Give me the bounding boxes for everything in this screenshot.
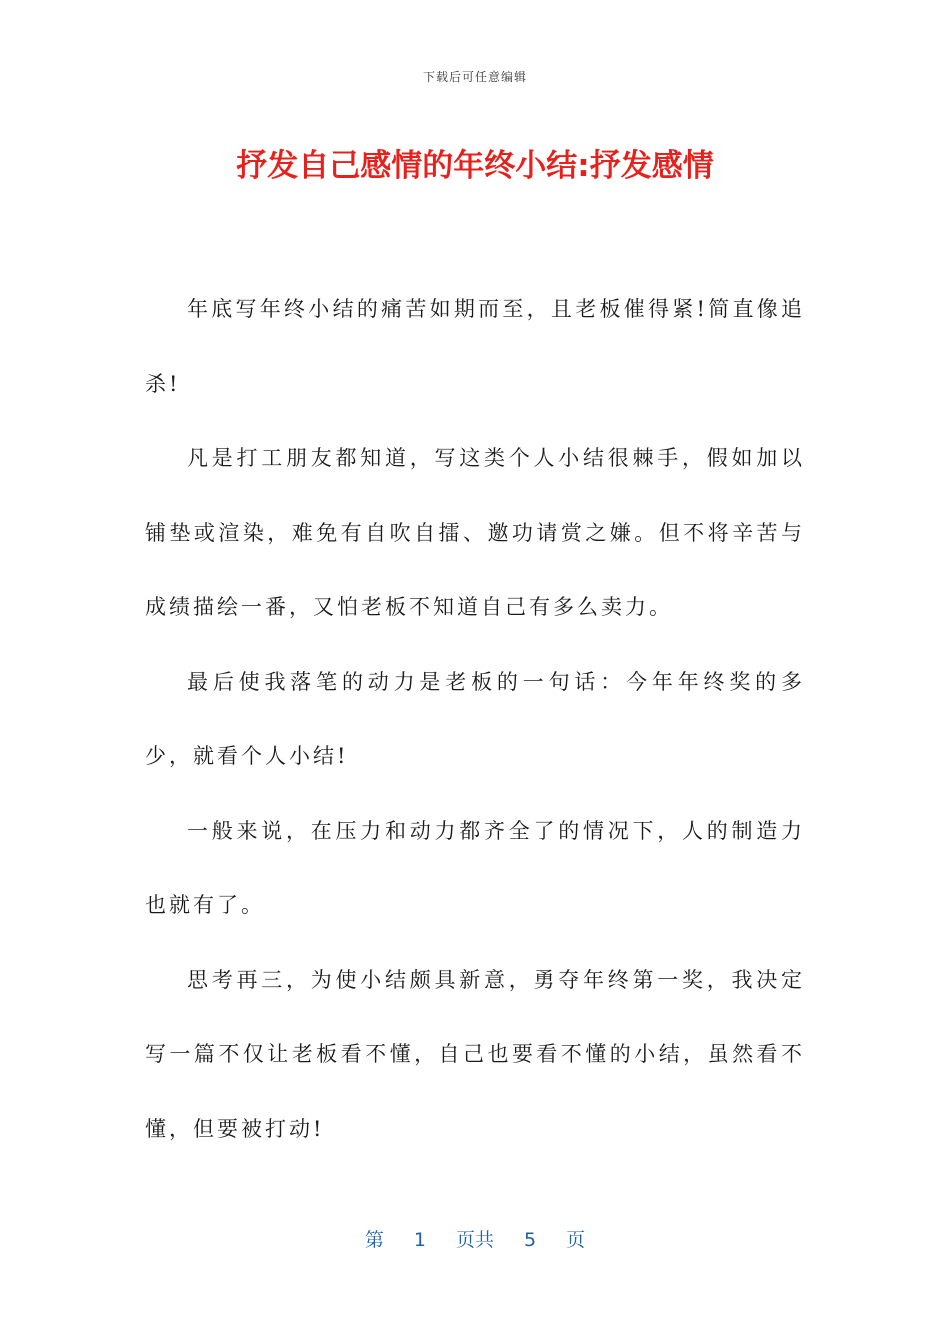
header-note: 下载后可任意编辑 <box>422 70 527 84</box>
document-title: 抒发自己感情的年终小结:抒发感情 <box>236 148 714 184</box>
footer-current-page: 1 <box>413 1229 426 1251</box>
footer-middle: 页共 <box>455 1229 494 1251</box>
footer-total-pages: 5 <box>524 1229 537 1251</box>
page-footer <box>0 1225 950 1252</box>
paragraph-5: 思考再三，为使小结颇具新意，勇夺年终第一奖，我决定写一篇不仅让老板看不懂，自己也要看不懂的小结，虽然看不懂，但要被打动! <box>145 967 805 1141</box>
paragraph-4: 一般来说，在压力和动力都齐全了的情况下，人的制造力也就有了。 <box>145 818 805 917</box>
footer-prefix: 第 <box>364 1229 384 1251</box>
paragraph-3: 最后使我落笔的动力是老板的一句话：今年年终奖的多少，就看个人小结! <box>145 669 805 768</box>
paragraph-1: 年底写年终小结的痛苦如期而至，且老板催得紧!简直像追杀! <box>145 297 805 396</box>
footer-suffix: 页 <box>566 1229 586 1251</box>
document-body <box>145 272 805 1166</box>
paragraph-2: 凡是打工朋友都知道，写这类个人小结很棘手，假如加以铺垫或渲染，难免有自吹自擂、邀功请赏之嫌。但不将辛苦与成绩描绘一番，又怕老板不知道自己有多么卖力。 <box>145 446 805 619</box>
